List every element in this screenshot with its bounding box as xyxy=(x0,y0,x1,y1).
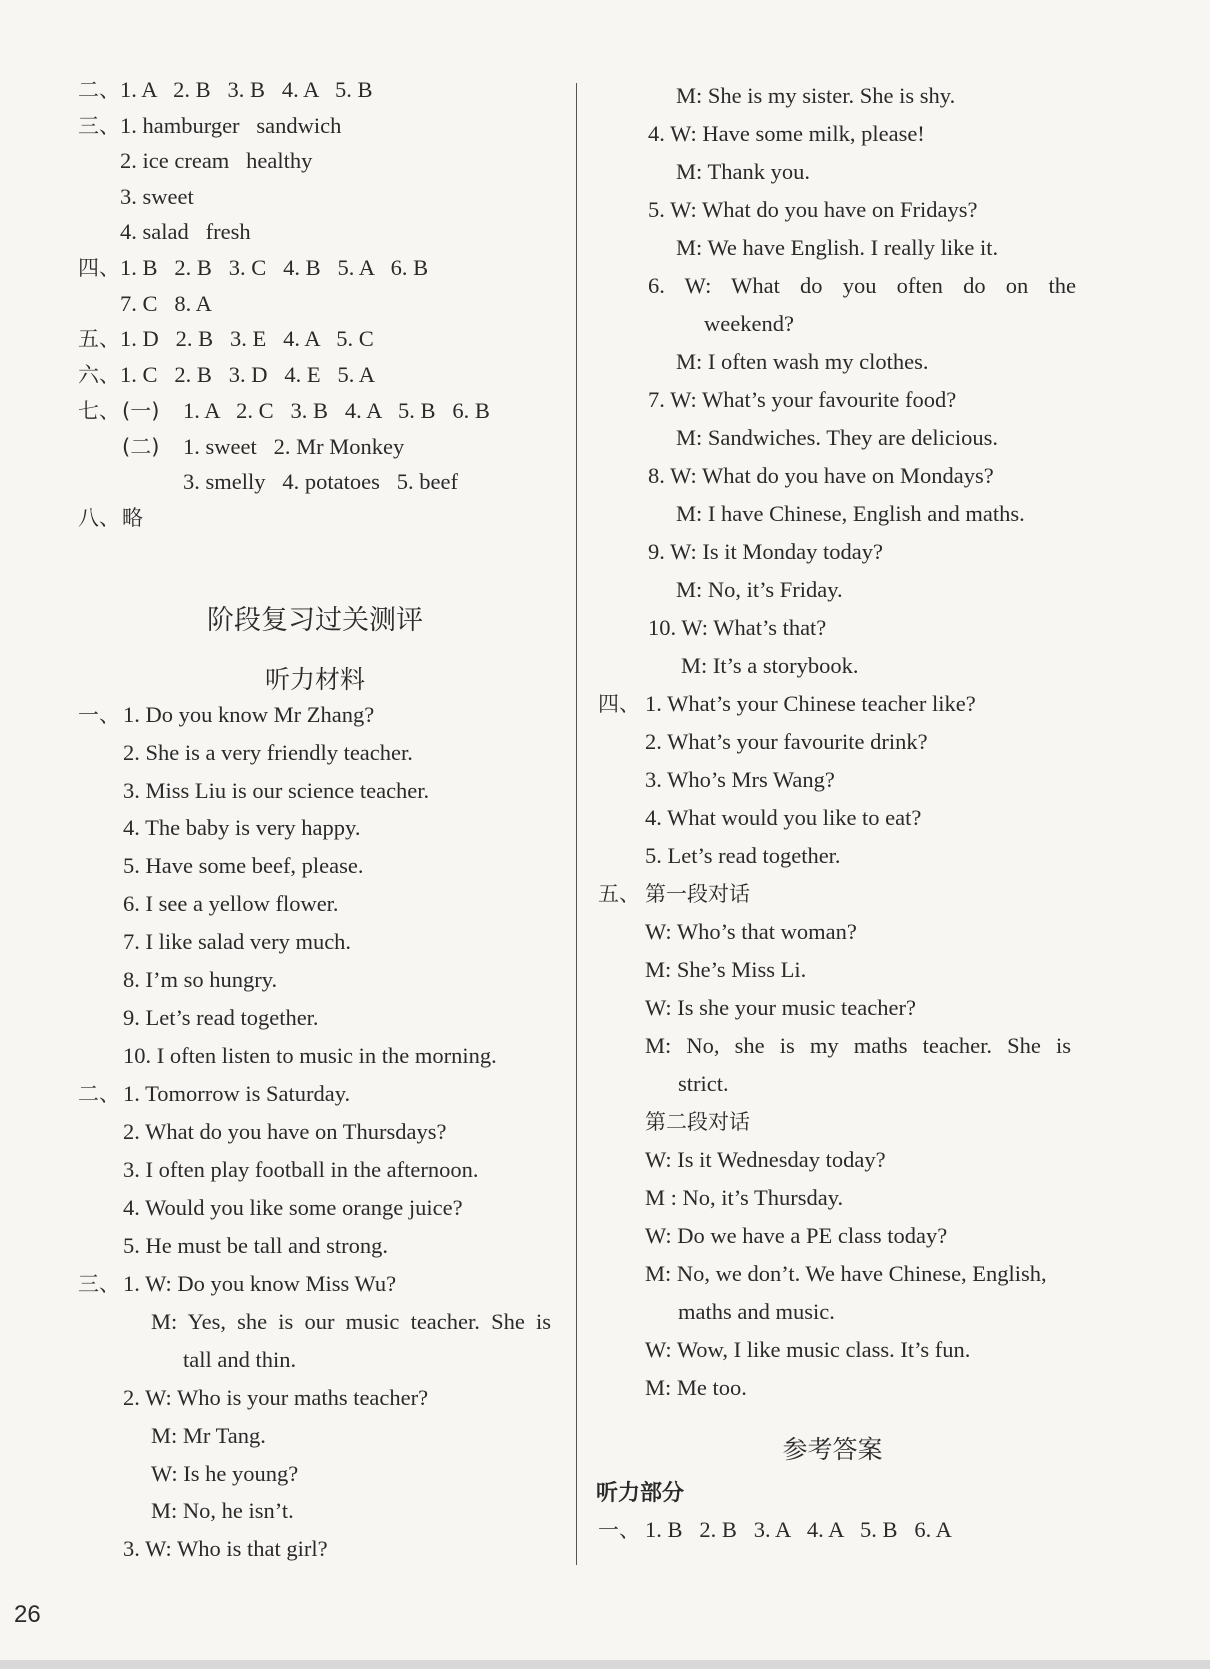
list-item: 3. Miss Liu is our science teacher. xyxy=(123,778,430,803)
column-divider xyxy=(576,83,577,1565)
dialogue-line: M: We have English. I really like it. xyxy=(676,235,999,260)
answer-line: 1. sweet 2. Mr Monkey xyxy=(183,434,405,459)
dialogue-line: tall and thin. xyxy=(183,1347,297,1372)
list-item: 1. What’s your Chinese teacher like? xyxy=(645,691,976,716)
dialogue-line: W: Is it Wednesday today? xyxy=(645,1147,886,1172)
section-label: 七、 xyxy=(78,399,120,423)
list-item: 4. Would you like some orange juice? xyxy=(123,1195,463,1220)
section-title: 阶段复习过关测评 xyxy=(207,605,423,636)
sub-title: 听力材料 xyxy=(264,665,365,694)
answer-line: 1. B 2. B 3. A 4. A 5. B 6. A xyxy=(645,1517,952,1542)
dialogue-line: W: Do we have a PE class today? xyxy=(645,1223,948,1248)
section-label: 四、 xyxy=(598,692,640,716)
section-label: 四、 xyxy=(78,256,120,280)
page-bottom-edge xyxy=(0,1660,1210,1669)
answer-line: 1. A 2. B 3. B 4. A 5. B xyxy=(120,77,373,102)
answer-line: 1. D 2. B 3. E 4. A 5. C xyxy=(120,326,374,351)
section-label: 八、 xyxy=(78,506,120,530)
list-item: 3. Who’s Mrs Wang? xyxy=(645,767,835,792)
section-label: 五、 xyxy=(598,882,640,906)
dialogue-line: M: Sandwiches. They are delicious. xyxy=(676,425,999,450)
dialogue-line: weekend? xyxy=(704,311,794,336)
dialogue-line: 10. W: What’s that? xyxy=(648,615,827,640)
dialogue-line: M: Me too. xyxy=(645,1375,747,1400)
dialogue-line: M : No, it’s Thursday. xyxy=(645,1185,844,1210)
section-label: 二、 xyxy=(78,1082,120,1106)
section-label: 六、 xyxy=(78,363,120,387)
dialogue-line: M: No, she is my maths teacher. She is xyxy=(645,1033,1071,1058)
list-item: 1. Do you know Mr Zhang? xyxy=(123,702,375,727)
dialogue-line: W: Wow, I like music class. It’s fun. xyxy=(645,1337,971,1362)
section-label: 三、 xyxy=(78,114,120,138)
dialogue-line: M: She is my sister. She is shy. xyxy=(676,83,956,108)
list-item: 7. I like salad very much. xyxy=(123,929,352,954)
list-item: 1. Tomorrow is Saturday. xyxy=(123,1081,351,1106)
answer-line: 4. salad fresh xyxy=(120,219,251,244)
dialogue-line: M: Yes, she is our music teacher. She is xyxy=(151,1309,551,1334)
dialogue-line: M: I have Chinese, English and maths. xyxy=(676,501,1025,526)
dialogue-line: strict. xyxy=(678,1071,729,1096)
list-item: 4. The baby is very happy. xyxy=(123,815,361,840)
dialogue-line: 2. W: Who is your maths teacher? xyxy=(123,1385,429,1410)
dialogue-line: M: It’s a storybook. xyxy=(681,653,859,678)
answer-line: 1. hamburger sandwich xyxy=(120,113,342,138)
list-item: 6. I see a yellow flower. xyxy=(123,891,339,916)
dialogue-line: M: Mr Tang. xyxy=(151,1423,266,1448)
answer-line: 7. C 8. A xyxy=(120,291,212,316)
answer-line: 1. B 2. B 3. C 4. B 5. A 6. B xyxy=(120,255,429,280)
answer-line: 略 xyxy=(122,506,143,530)
dialogue-line: 7. W: What’s your favourite food? xyxy=(648,387,957,412)
list-item: 3. I often play football in the afternoon. xyxy=(123,1157,479,1182)
dialogue-line: 1. W: Do you know Miss Wu? xyxy=(123,1271,397,1296)
dialogue-line: W: Who’s that woman? xyxy=(645,919,857,944)
list-item: 10. I often listen to music in the morning. xyxy=(123,1043,497,1068)
answer-line: 2. ice cream healthy xyxy=(120,148,313,173)
list-item: 2. She is a very friendly teacher. xyxy=(123,740,413,765)
section-label: 二、 xyxy=(78,78,120,102)
dialogue-line: 4. W: Have some milk, please! xyxy=(648,121,925,146)
list-item: 4. What would you like to eat? xyxy=(645,805,922,830)
dialogue-line: 3. W: Who is that girl? xyxy=(123,1536,328,1561)
section-label: 一、 xyxy=(78,703,120,727)
section-label: 五、 xyxy=(78,327,120,351)
section-label: 一、 xyxy=(598,1518,640,1542)
listening-title: 听力部分 xyxy=(596,1481,685,1506)
dialogue-line: 6. W: What do you often do on the xyxy=(648,273,1076,298)
list-item: 5. He must be tall and strong. xyxy=(123,1233,388,1258)
part-label: (二) xyxy=(122,435,160,459)
dialogue-line: M: No, he isn’t. xyxy=(151,1498,294,1523)
dialogue-line: W: Is he young? xyxy=(151,1461,299,1486)
dialogue-line: maths and music. xyxy=(678,1299,835,1324)
answers-title: 参考答案 xyxy=(782,1435,883,1464)
dialogue-line: M: I often wash my clothes. xyxy=(676,349,929,374)
list-item: 2. What’s your favourite drink? xyxy=(645,729,928,754)
answer-line: 1. A 2. C 3. B 4. A 5. B 6. B xyxy=(183,398,490,423)
list-item: 2. What do you have on Thursdays? xyxy=(123,1119,447,1144)
dialogue-title: 第二段对话 xyxy=(645,1110,750,1134)
list-item: 9. Let’s read together. xyxy=(123,1005,319,1030)
dialogue-line: 9. W: Is it Monday today? xyxy=(648,539,883,564)
dialogue-line: M: Thank you. xyxy=(676,159,810,184)
dialogue-line: W: Is she your music teacher? xyxy=(645,995,916,1020)
dialogue-line: 8. W: What do you have on Mondays? xyxy=(648,463,994,488)
dialogue-line: M: No, we don’t. We have Chinese, English, xyxy=(645,1261,1047,1286)
answer-line: 3. sweet xyxy=(120,184,194,209)
list-item: 5. Have some beef, please. xyxy=(123,853,364,878)
answer-line: 1. C 2. B 3. D 4. E 5. A xyxy=(120,362,376,387)
dialogue-line: M: No, it’s Friday. xyxy=(676,577,843,602)
page-number: 26 xyxy=(14,1601,41,1628)
dialogue-line: M: She’s Miss Li. xyxy=(645,957,807,982)
list-item: 5. Let’s read together. xyxy=(645,843,841,868)
dialogue-line: 5. W: What do you have on Fridays? xyxy=(648,197,978,222)
part-label: (一) xyxy=(122,399,160,423)
section-label: 三、 xyxy=(78,1272,120,1296)
dialogue-title: 第一段对话 xyxy=(645,882,750,906)
list-item: 8. I’m so hungry. xyxy=(123,967,278,992)
answer-line: 3. smelly 4. potatoes 5. beef xyxy=(183,469,458,494)
